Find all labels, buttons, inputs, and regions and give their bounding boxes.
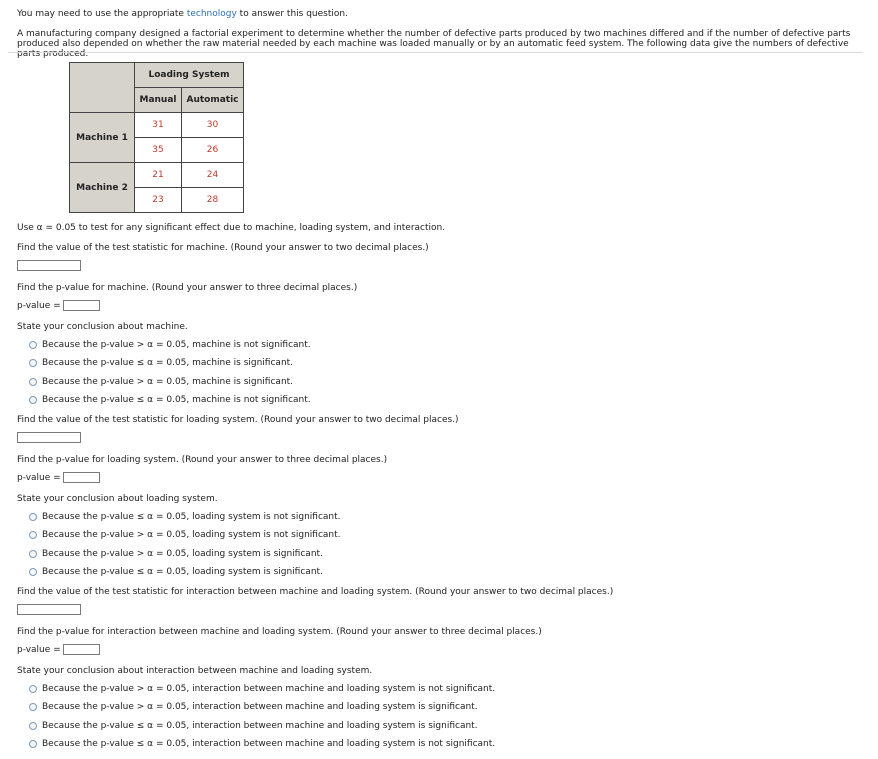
radio-button[interactable] [29,568,37,576]
machine-option-1[interactable] [29,340,311,350]
p-value-label: p-value = [17,301,61,311]
interaction-p-input[interactable] [63,644,100,655]
loading-option-2[interactable] [29,530,341,540]
machine-option-3[interactable] [29,377,293,387]
interaction-p-question: Find the p-value for interaction between machine and loading system. (Round your answer to three decimal places.) [17,627,542,637]
alpha-instruction: Use α = 0.05 to test for any significant effect due to machine, loading system, and interaction. [17,223,446,233]
table-cell: 26 [182,138,244,163]
table-cell: 21 [135,163,182,188]
radio-button[interactable] [29,341,37,349]
interaction-p-row [17,644,100,655]
machine-stat-question: Find the value of the test statistic for machine. (Round your answer to two decimal places.) [17,243,429,253]
radio-button[interactable] [29,378,37,386]
technology-note-pre: You may need to use the appropriate [17,9,187,19]
machine-p-input[interactable] [63,300,100,311]
machine-2-label: Machine 2 [70,163,135,213]
loading-option-1[interactable] [29,512,341,522]
option-label: Because the p-value ≤ α = 0.05, machine is not significant. [42,395,311,405]
table-cell: 23 [135,188,182,213]
manual-header: Manual [135,88,182,113]
loading-p-question: Find the p-value for loading system. (Round your answer to three decimal places.) [17,455,388,465]
p-value-label: p-value = [17,645,61,655]
interaction-stat-input[interactable] [17,604,81,615]
radio-button[interactable] [29,703,37,711]
table-cell: 28 [182,188,244,213]
loading-system-header: Loading System [135,63,244,88]
loading-p-input[interactable] [63,472,100,483]
interaction-option-4[interactable] [29,739,495,749]
automatic-header: Automatic [182,88,244,113]
option-label: Because the p-value ≤ α = 0.05, interaction between machine and loading system is not significant. [42,739,496,749]
machine-p-row [17,300,100,311]
interaction-option-3[interactable] [29,721,478,731]
interaction-option-2[interactable] [29,702,478,712]
machine-option-2[interactable] [29,358,293,368]
table-cell: 31 [135,113,182,138]
radio-button[interactable] [29,722,37,730]
table-cell: 35 [135,138,182,163]
interaction-conclusion-question: State your conclusion about interaction between machine and loading system. [17,666,373,676]
table-cell: 24 [182,163,244,188]
machine-stat-input[interactable] [17,260,81,271]
table-cell: 30 [182,113,244,138]
loading-stat-question: Find the value of the test statistic for loading system. (Round your answer to two decimal places.) [17,415,459,425]
loading-option-4[interactable] [29,567,323,577]
option-label: Because the p-value ≤ α = 0.05, interaction between machine and loading system is significant. [42,721,478,731]
problem-statement: A manufacturing company designed a factorial experiment to determine whether the number of defective parts produced by two machines differed and if the number of defective parts produced also depended on whether the raw material needed by each machine was loaded manually or by an automatic feed system. The following data give the numbers of defective parts produced. [17,29,851,59]
option-label: Because the p-value > α = 0.05, machine is not significant. [42,340,311,350]
option-label: Because the p-value ≤ α = 0.05, loading system is not significant. [42,512,341,522]
option-label: Because the p-value > α = 0.05, loading system is significant. [42,549,323,559]
radio-button[interactable] [29,685,37,693]
loading-stat-input[interactable] [17,432,81,443]
radio-button[interactable] [29,531,37,539]
p-value-label: p-value = [17,473,61,483]
interaction-option-1[interactable] [29,684,495,694]
loading-conclusion-question: State your conclusion about loading system. [17,494,218,504]
radio-button[interactable] [29,550,37,558]
loading-p-row [17,472,100,483]
radio-button[interactable] [29,396,37,404]
technology-note-post: to answer this question. [236,9,348,19]
loading-option-3[interactable] [29,549,323,559]
radio-button[interactable] [29,740,37,748]
option-label: Because the p-value > α = 0.05, machine is significant. [42,377,294,387]
option-label: Because the p-value > α = 0.05, interaction between machine and loading system is not significant. [42,684,496,694]
interaction-stat-question: Find the value of the test statistic for interaction between machine and loading system. (Round your answer to two decimal places.) [17,587,614,597]
data-table [69,62,244,213]
radio-button[interactable] [29,513,37,521]
technology-link[interactable]: technology [186,9,237,19]
machine-conclusion-question: State your conclusion about machine. [17,322,188,332]
machine-option-4[interactable] [29,395,311,405]
technology-note [17,9,348,19]
machine-p-question: Find the p-value for machine. (Round your answer to three decimal places.) [17,283,358,293]
option-label: Because the p-value ≤ α = 0.05, machine is significant. [42,358,294,368]
option-label: Because the p-value > α = 0.05, interaction between machine and loading system is significant. [42,702,478,712]
table-corner [70,63,135,113]
machine-1-label: Machine 1 [70,113,135,163]
option-label: Because the p-value ≤ α = 0.05, loading system is significant. [42,567,323,577]
radio-button[interactable] [29,359,37,367]
divider [8,52,863,53]
option-label: Because the p-value > α = 0.05, loading system is not significant. [42,530,341,540]
